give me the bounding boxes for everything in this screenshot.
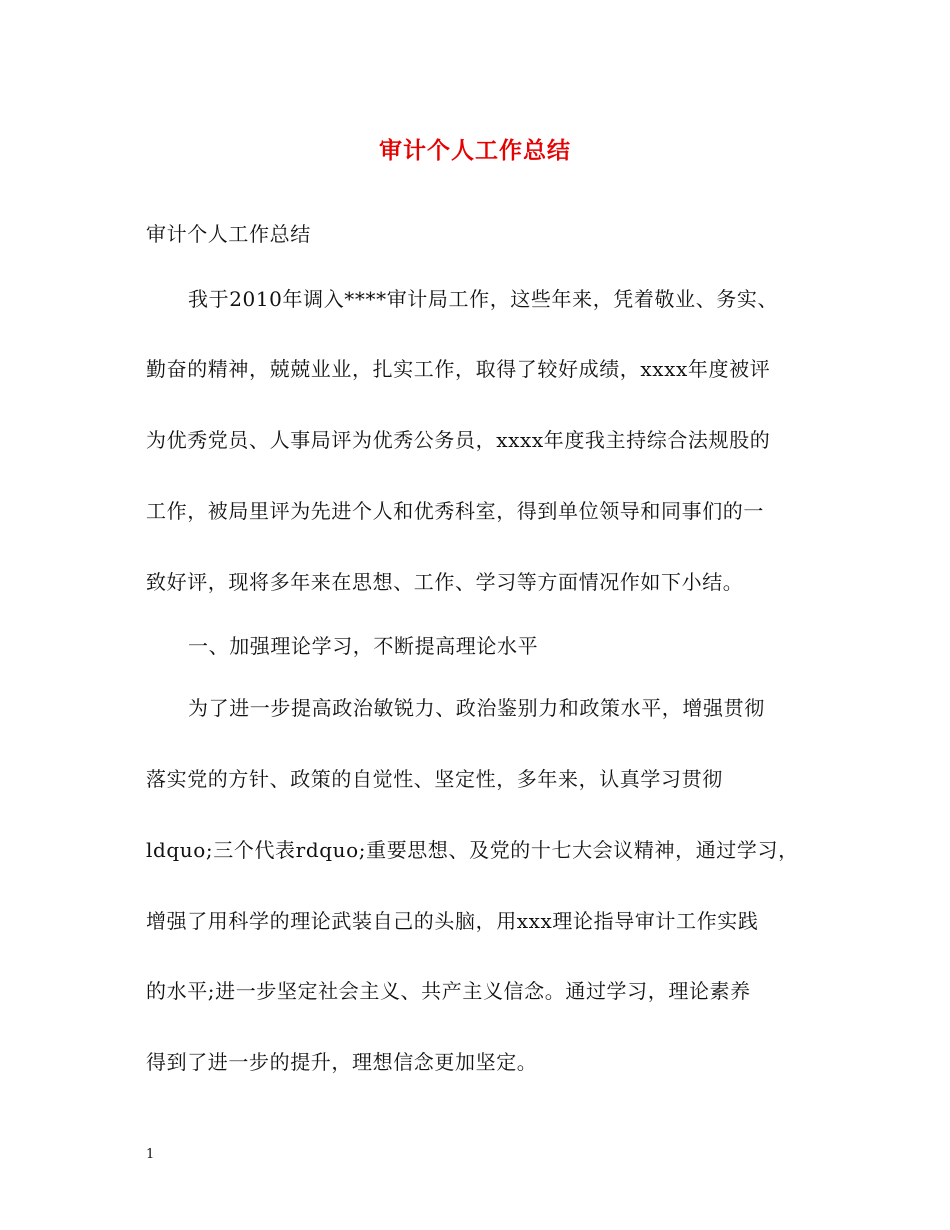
paragraph-1-line-2: 勤奋的精神，兢兢业业，扎实工作，取得了较好成绩，xxxx年度被评 — [146, 357, 771, 381]
paragraph-1-line-4: 工作，被局里评为先进个人和优秀科室，得到单位领导和同事们的一 — [146, 499, 764, 523]
paragraph-2-line-4: 增强了用科学的理论武装自己的头脑，用xxx理论指导审计工作实践 — [146, 909, 759, 933]
subtitle-line: 审计个人工作总结 — [146, 222, 311, 246]
document-title: 审计个人工作总结 — [379, 137, 571, 164]
paragraph-2-line-1: 为了进一步提高政治敏锐力、政治鉴别力和政策水平，增强贯彻 — [188, 696, 765, 720]
paragraph-2-line-2: 落实党的方针、政策的自觉性、坚定性，多年来，认真学习贯彻 — [146, 767, 723, 791]
section-heading-1: 一、加强理论学习，不断提高理论水平 — [188, 634, 539, 658]
paragraph-1-line-1: 我于2010年调入****审计局工作，这些年来，凭着敬业、务实、 — [188, 287, 779, 311]
page-number: 1 — [146, 1147, 155, 1162]
paragraph-1-line-5: 致好评，现将多年来在思想、工作、学习等方面情况作如下小结。 — [146, 570, 744, 594]
paragraph-2-line-3: ldquo;三个代表rdquo;重要思想、及党的十七大会议精神，通过学习， — [146, 838, 799, 862]
paragraph-2-line-5: 的水平;进一步坚定社会主义、共产主义信念。通过学习，理论素养 — [146, 979, 751, 1003]
paragraph-1-line-3: 为优秀党员、人事局评为优秀公务员，xxxx年度我主持综合法规股的 — [146, 428, 771, 452]
paragraph-2-line-6: 得到了进一步的提升，理想信念更加坚定。 — [146, 1050, 538, 1074]
